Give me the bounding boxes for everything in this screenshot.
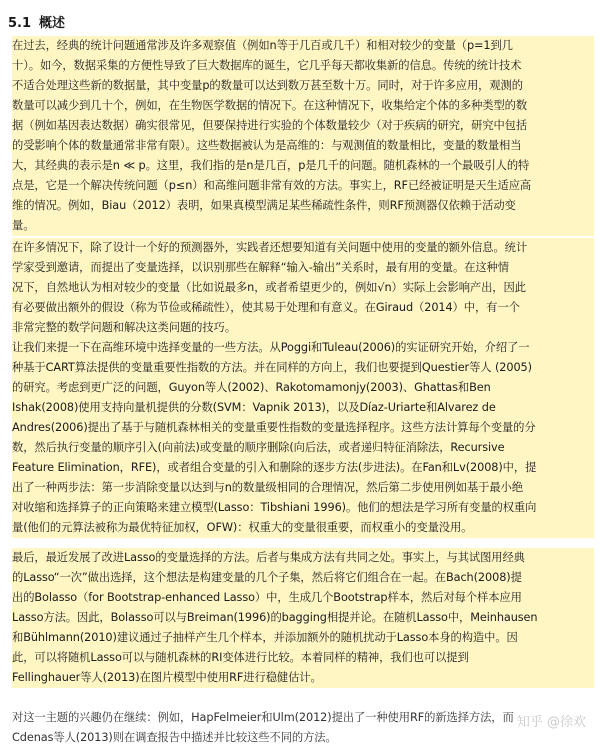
text-line: Cdenas等人(2013)则在调查报告中描述并比较这些不同的方法。 xyxy=(12,731,337,744)
text-line: 对收缩和选择算子的正向策略来建立模型(Lasso：Tibshiani 1996)。他们的想法是学习所有变量的权重向 xyxy=(12,501,537,514)
text-line: 不适合处理这些新的数据量，其中变量p的数量可以达到数万甚至数十万。同时，对于许多应用，观测的 xyxy=(12,79,523,92)
text-line: Lasso方法。因此，Bolasso可以与Breiman(1996)的bagging相提并论。在随机Lasso中，Meinhausen xyxy=(12,611,538,624)
watermark-text: 知乎 @徐欢 xyxy=(516,715,586,730)
text-line: 十）。如今，数据采集的方便性导致了巨大数据库的诞生，它几乎每天都收集新的信息。传统的统计技术 xyxy=(12,59,522,72)
text-line: 出的Bolasso（for Bootstrap-enhanced Lasso）中，生成几个Bootstrap样本，然后对每个样本应用 xyxy=(12,591,522,604)
text-line: 对这一主题的兴趣仍在继续：例如，HapFelmeier和Ulm(2012)提出了一种使用RF的新选择方法，而 xyxy=(12,711,514,724)
text-line: 和Bühlmann(2010)建议通过子抽样产生几个样本，并添加额外的随机扰动于Lasso本身的构造中。因 xyxy=(12,631,518,644)
section-number: 5.1 xyxy=(8,16,32,31)
text-line: 最后，最近发展了改进Lasso的变量选择的方法。后者与集成方法有共同之处。事实上，与其试图用经典 xyxy=(12,551,525,564)
text-line: 出了一种两步法：第一步消除变量以达到与n的数量级相同的合理情况，然后第二步使用例如基于最小绝 xyxy=(12,481,523,494)
text-line: 的受影响个体的数量通常非常有限）。这些数据被认为是高维的：与观测值的数量相比，变量的数量相当 xyxy=(12,139,522,152)
text-line: 的研究。考虑到更广泛的问题，Guyon等人(2002)、Rakotomamonjy(2003)、Ghattas和Ben xyxy=(12,381,491,394)
paragraph-3 xyxy=(12,338,594,538)
text-line: Ishak(2008)使用支持向量机提供的分数(SVM：Vapnik 2013)，以及Díaz-Uriarte和Alvarez de xyxy=(12,401,496,414)
text-line: 大，其经典的表示是n ≪ p。这里，我们指的是n是几百，p是几千的问题。随机森林的一个最吸引人的特 xyxy=(12,159,530,172)
text-line: 种基于CART算法提供的变量重要性指数的方法。并在同样的方向上，我们也要提到Questier等人 (2005) xyxy=(12,361,532,374)
section-heading xyxy=(8,12,73,31)
text-line: 在许多情况下，除了设计一个好的预测器外，实践者还想要知道有关问题中使用的变量的额外信息。统计 xyxy=(12,241,528,254)
text-line: 数，然后执行变量的顺序引入(向前法)或变量的顺序删除(向后法，或者递归特征消除法，Recursive xyxy=(12,441,505,454)
text-line: 数量可以减少到几十个，例如，在生物医学数据的情况下。在这种情况下，收集给定个体的多种类型的数 xyxy=(12,99,528,112)
text-line: 的Lasso“一次”做出选择，这个想法是构建变量的几个子集，然后将它们组合在一起。在Bach(2008)提 xyxy=(12,571,522,584)
paragraph-5 xyxy=(12,708,594,748)
text-line: 点是，它是一个解决传统问题（p≤n）和高维问题非常有效的方法。事实上，RF已经被证明是天生适应高 xyxy=(12,179,532,192)
text-line: Feature Elimination，RFE)，或者组合变量的引入和删除的逐步方法(步进法)。在Fan和Lv(2008)中，提 xyxy=(12,461,537,474)
text-line: 量。 xyxy=(12,219,35,232)
text-line: Fellinghauer等人(2013)在图片模型中使用RF进行稳健估计。 xyxy=(12,671,322,684)
text-line: 量(他们的元算法被称为最优特征加权，OFW)：权重大的变量很重要，而权重小的变量没用。 xyxy=(12,521,473,534)
text-line: 据（例如基因表达数据）确实很常见，但要保持进行实验的个体数量较少（对于疾病的研究，研究中包括 xyxy=(12,119,528,132)
text-line: 在过去，经典的统计问题通常涉及许多观察值（例如n等于几百或几千）和相对较少的变量（p=1到几 xyxy=(12,39,513,52)
text-line: 维的情况。例如，Biau（2012）表明，如果真模型满足某些稀疏性条件，则RF预测器仅依赖于活动变 xyxy=(12,199,516,212)
text-line: 况下，自然地认为相对较少的变量（比如说最多n，或者希望更少的，例如√n）实际上会影响产出，因此 xyxy=(12,281,526,294)
paragraph-1 xyxy=(12,36,594,236)
section-title: 概述 xyxy=(39,16,66,31)
paragraph-2 xyxy=(12,238,594,338)
text-line: 学家受到邀请，而提出了变量选择，以识别那些在解释“输入-输出”关系时，最有用的变量。在这种情 xyxy=(12,261,509,274)
text-line: 非常完整的数学问题和解决这类问题的技巧。 xyxy=(12,321,236,334)
text-line: Andres(2006)提出了基于与随机森林相关的变量重要性指数的变量选择程序。这些方法计算每个变量的分 xyxy=(12,421,536,434)
text-line: 有必要做出额外的假设（称为节俭或稀疏性），使其易于处理和有意义。在Giraud（2014）中，有一个 xyxy=(12,301,520,314)
text-line: 此，可以将随机Lasso可以与随机森林的RI变体进行比较。本着同样的精神，我们也可以提到 xyxy=(12,651,469,664)
paragraph-4 xyxy=(12,548,594,688)
watermark xyxy=(517,711,586,730)
text-line: 让我们来提一下在高维环境中选择变量的一些方法。从Poggi和Tuleau(2006)的实证研究开始，介绍了一 xyxy=(12,341,530,354)
